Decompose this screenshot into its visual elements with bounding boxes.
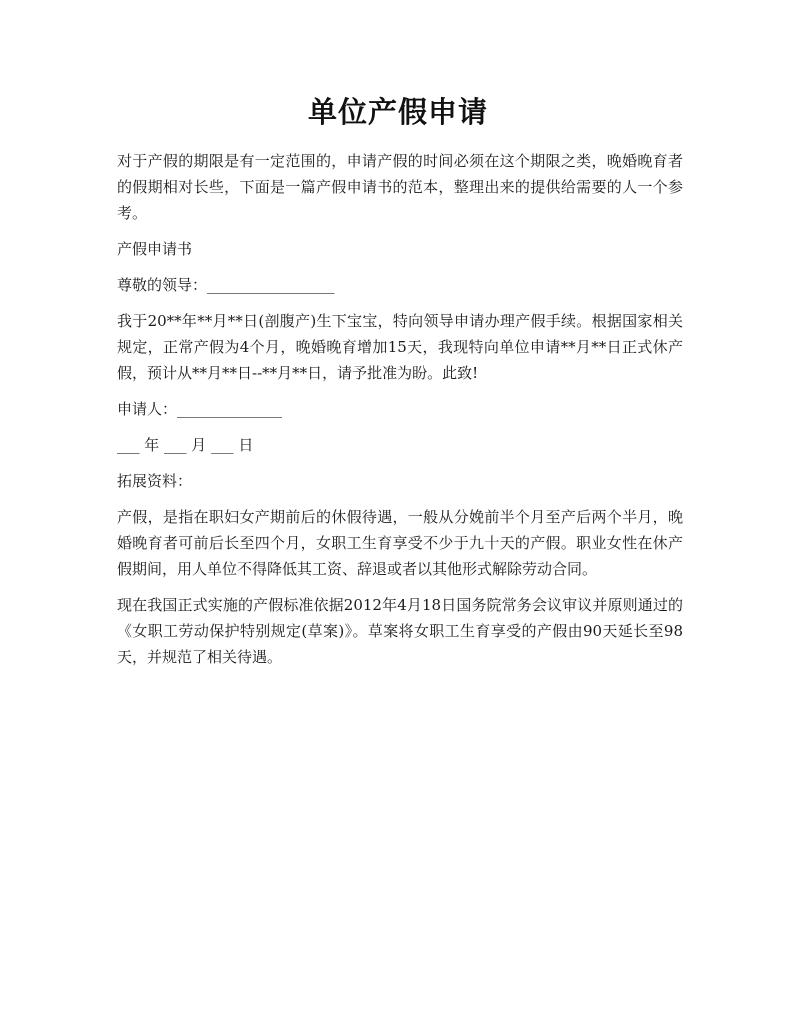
maternity-leave-definition-paragraph: 产假，是指在职妇女产期前后的休假待遇，一般从分娩前半个月至产后两个半月，晚婚晚育者可前后长至四个月，女职工生育享受不少于九十天的产假。职业女性在休产假期间，用人单位不得降低其工资、辞退或者以其他形式解除劳动合同。 (117, 508, 683, 578)
applicant-line: 申请人：______________ (117, 400, 283, 418)
application-body-paragraph: 我于20**年**月**日(剖腹产)生下宝宝，特向领导申请办理产假手续。根据国家相关规定，正常产假为4个月，晚婚晚育增加15天，我现特向单位申请**月**日正式休产假，预计从**月**日--**月**日，请予批准为盼。此致! (117, 312, 683, 382)
document-body (117, 148, 683, 680)
extended-info-heading: 拓展资料： (117, 472, 193, 490)
application-heading: 产假申请书 (117, 240, 193, 258)
salutation-line: 尊敬的领导：_________________ (117, 276, 335, 294)
intro-paragraph: 对于产假的期限是有一定范围的，申请产假的时间必须在这个期限之类，晚婚晚育者的假期相对长些，下面是一篇产假申请书的范本，整理出来的提供给需要的人一个参考。 (117, 152, 683, 222)
date-line: ___ 年 ___ 月 ___ 日 (117, 436, 254, 454)
regulation-paragraph: 现在我国正式实施的产假标准依据2012年4月18日国务院常务会议审议并原则通过的《女职工劳动保护特别规定(草案)》。草案将女职工生育享受的产假由90天延长至98天，并规范了相关待遇。 (117, 596, 683, 666)
document-title: 单位产假申请 (307, 95, 488, 129)
